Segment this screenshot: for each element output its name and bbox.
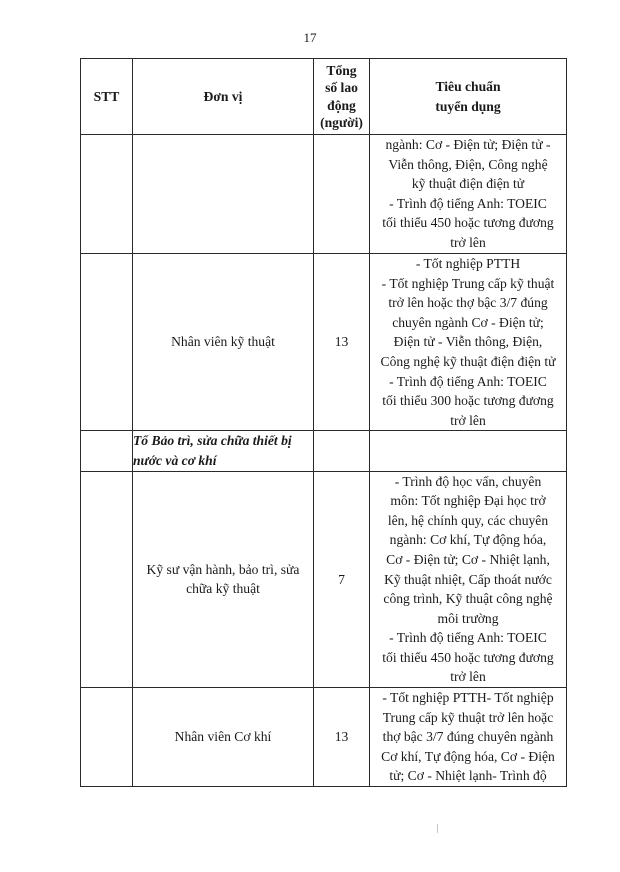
requirement-line: Viễn thông, Điện, Công nghệ: [388, 156, 548, 172]
requirement-line: tử; Cơ - Nhiệt lạnh- Trình độ: [389, 768, 547, 784]
table-row: [81, 254, 567, 431]
requirement-line: - Trình độ tiếng Anh: TOEIC: [389, 195, 547, 211]
requirement-line: Cơ - Điện tử; Cơ - Nhiệt lạnh,: [386, 551, 550, 567]
requirement-line: - Tốt nghiệp Trung cấp kỹ thuật: [381, 275, 555, 291]
header-unit: Đơn vị: [133, 59, 314, 135]
requirement-line: tối thiểu 450 hoặc tương đương: [382, 215, 554, 231]
requirement-line: kỹ thuật điện điện tử: [411, 176, 525, 192]
requirement-line: Công nghệ kỹ thuật điện điện tử: [380, 353, 556, 369]
recruitment-table: [80, 58, 567, 787]
section-title: [133, 431, 314, 471]
requirement-line: trở lên: [450, 669, 486, 685]
requirement-line: tối thiểu 450 hoặc tương đương: [382, 649, 554, 665]
header-requirements: [370, 59, 567, 135]
table-row: [81, 471, 567, 688]
requirement-line: trở lên: [450, 412, 486, 428]
table-row: [81, 688, 567, 787]
requirement-line: - Trình độ học vấn, chuyên: [394, 473, 542, 489]
unit-cell: Nhân viên kỹ thuật: [133, 254, 314, 431]
requirement-line: - Tốt nghiệp PTTH: [415, 256, 521, 271]
requirement-line: trở lên: [450, 234, 486, 250]
unit-cell: [133, 135, 314, 254]
requirement-line: Kỹ thuật nhiệt, Cấp thoát nước: [384, 571, 552, 587]
requirement-line: môn: Tốt nghiệp Đại học trở: [390, 493, 546, 509]
requirement-line: trở lên hoặc thợ bậc 3/7 đúng: [388, 295, 548, 311]
stt-cell: [81, 431, 133, 471]
table-row: [81, 135, 567, 254]
requirements-cell: [370, 135, 567, 254]
stt-cell: [81, 135, 133, 254]
requirement-line: Cơ khí, Tự động hóa, Cơ - Điện: [381, 748, 555, 764]
requirement-line: Trung cấp kỹ thuật trở lên hoặc: [382, 709, 554, 725]
requirement-line: - Trình độ tiếng Anh: TOEIC: [389, 630, 547, 646]
unit-cell: Nhân viên Cơ khí: [133, 688, 314, 787]
requirements-cell: [370, 688, 567, 787]
requirement-line: môi trường: [437, 610, 499, 626]
header-total-line: số lao: [325, 80, 358, 95]
stt-cell: [81, 688, 133, 787]
header-total-line: động: [327, 97, 356, 113]
requirement-line: Điện tử - Viễn thông, Điện,: [393, 334, 543, 350]
section-title-line: nước và cơ khí: [133, 452, 217, 468]
header-total-workers: [314, 59, 370, 135]
requirement-line: chuyên ngành Cơ - Điện tử;: [392, 314, 544, 330]
requirement-line: - Tốt nghiệp PTTH- Tốt nghiệp: [382, 690, 554, 706]
requirement-line: công trình, Kỹ thuật công nghệ: [383, 591, 553, 607]
stt-cell: [81, 471, 133, 688]
requirements-cell: [370, 431, 567, 471]
header-req-line: Tiêu chuẩn: [435, 78, 501, 94]
requirement-line: - Trình độ tiếng Anh: TOEIC: [389, 373, 547, 389]
header-stt: STT: [81, 59, 133, 135]
unit-cell: Kỹ sư vận hành, bảo trì, sửa chữa kỹ thuật: [133, 471, 314, 688]
count-cell: 13: [314, 254, 370, 431]
scan-mark: [437, 824, 438, 833]
requirements-cell: [370, 254, 567, 431]
count-cell: [314, 135, 370, 254]
requirement-line: tối thiểu 300 hoặc tương đương: [382, 393, 554, 409]
requirements-cell: [370, 471, 567, 688]
table-header-row: [81, 59, 567, 135]
count-cell: 13: [314, 688, 370, 787]
page-number: 17: [303, 30, 317, 45]
section-row: [81, 431, 567, 471]
requirement-line: thợ bậc 3/7 đúng chuyên ngành: [382, 729, 554, 745]
header-req-line: tuyển dụng: [435, 98, 501, 114]
requirement-line: lên, hệ chính quy, các chuyên: [387, 512, 549, 528]
section-title-line: Tổ Bảo trì, sửa chữa thiết bị: [133, 433, 292, 449]
count-cell: 7: [314, 471, 370, 688]
requirement-line: ngành: Cơ khí, Tự động hóa,: [389, 532, 547, 548]
count-cell: [314, 431, 370, 471]
requirement-line: ngành: Cơ - Điện tử; Điện tử -: [385, 137, 551, 152]
header-total-line: (người): [320, 115, 363, 130]
stt-cell: [81, 254, 133, 431]
header-total-line: Tổng: [326, 62, 357, 78]
